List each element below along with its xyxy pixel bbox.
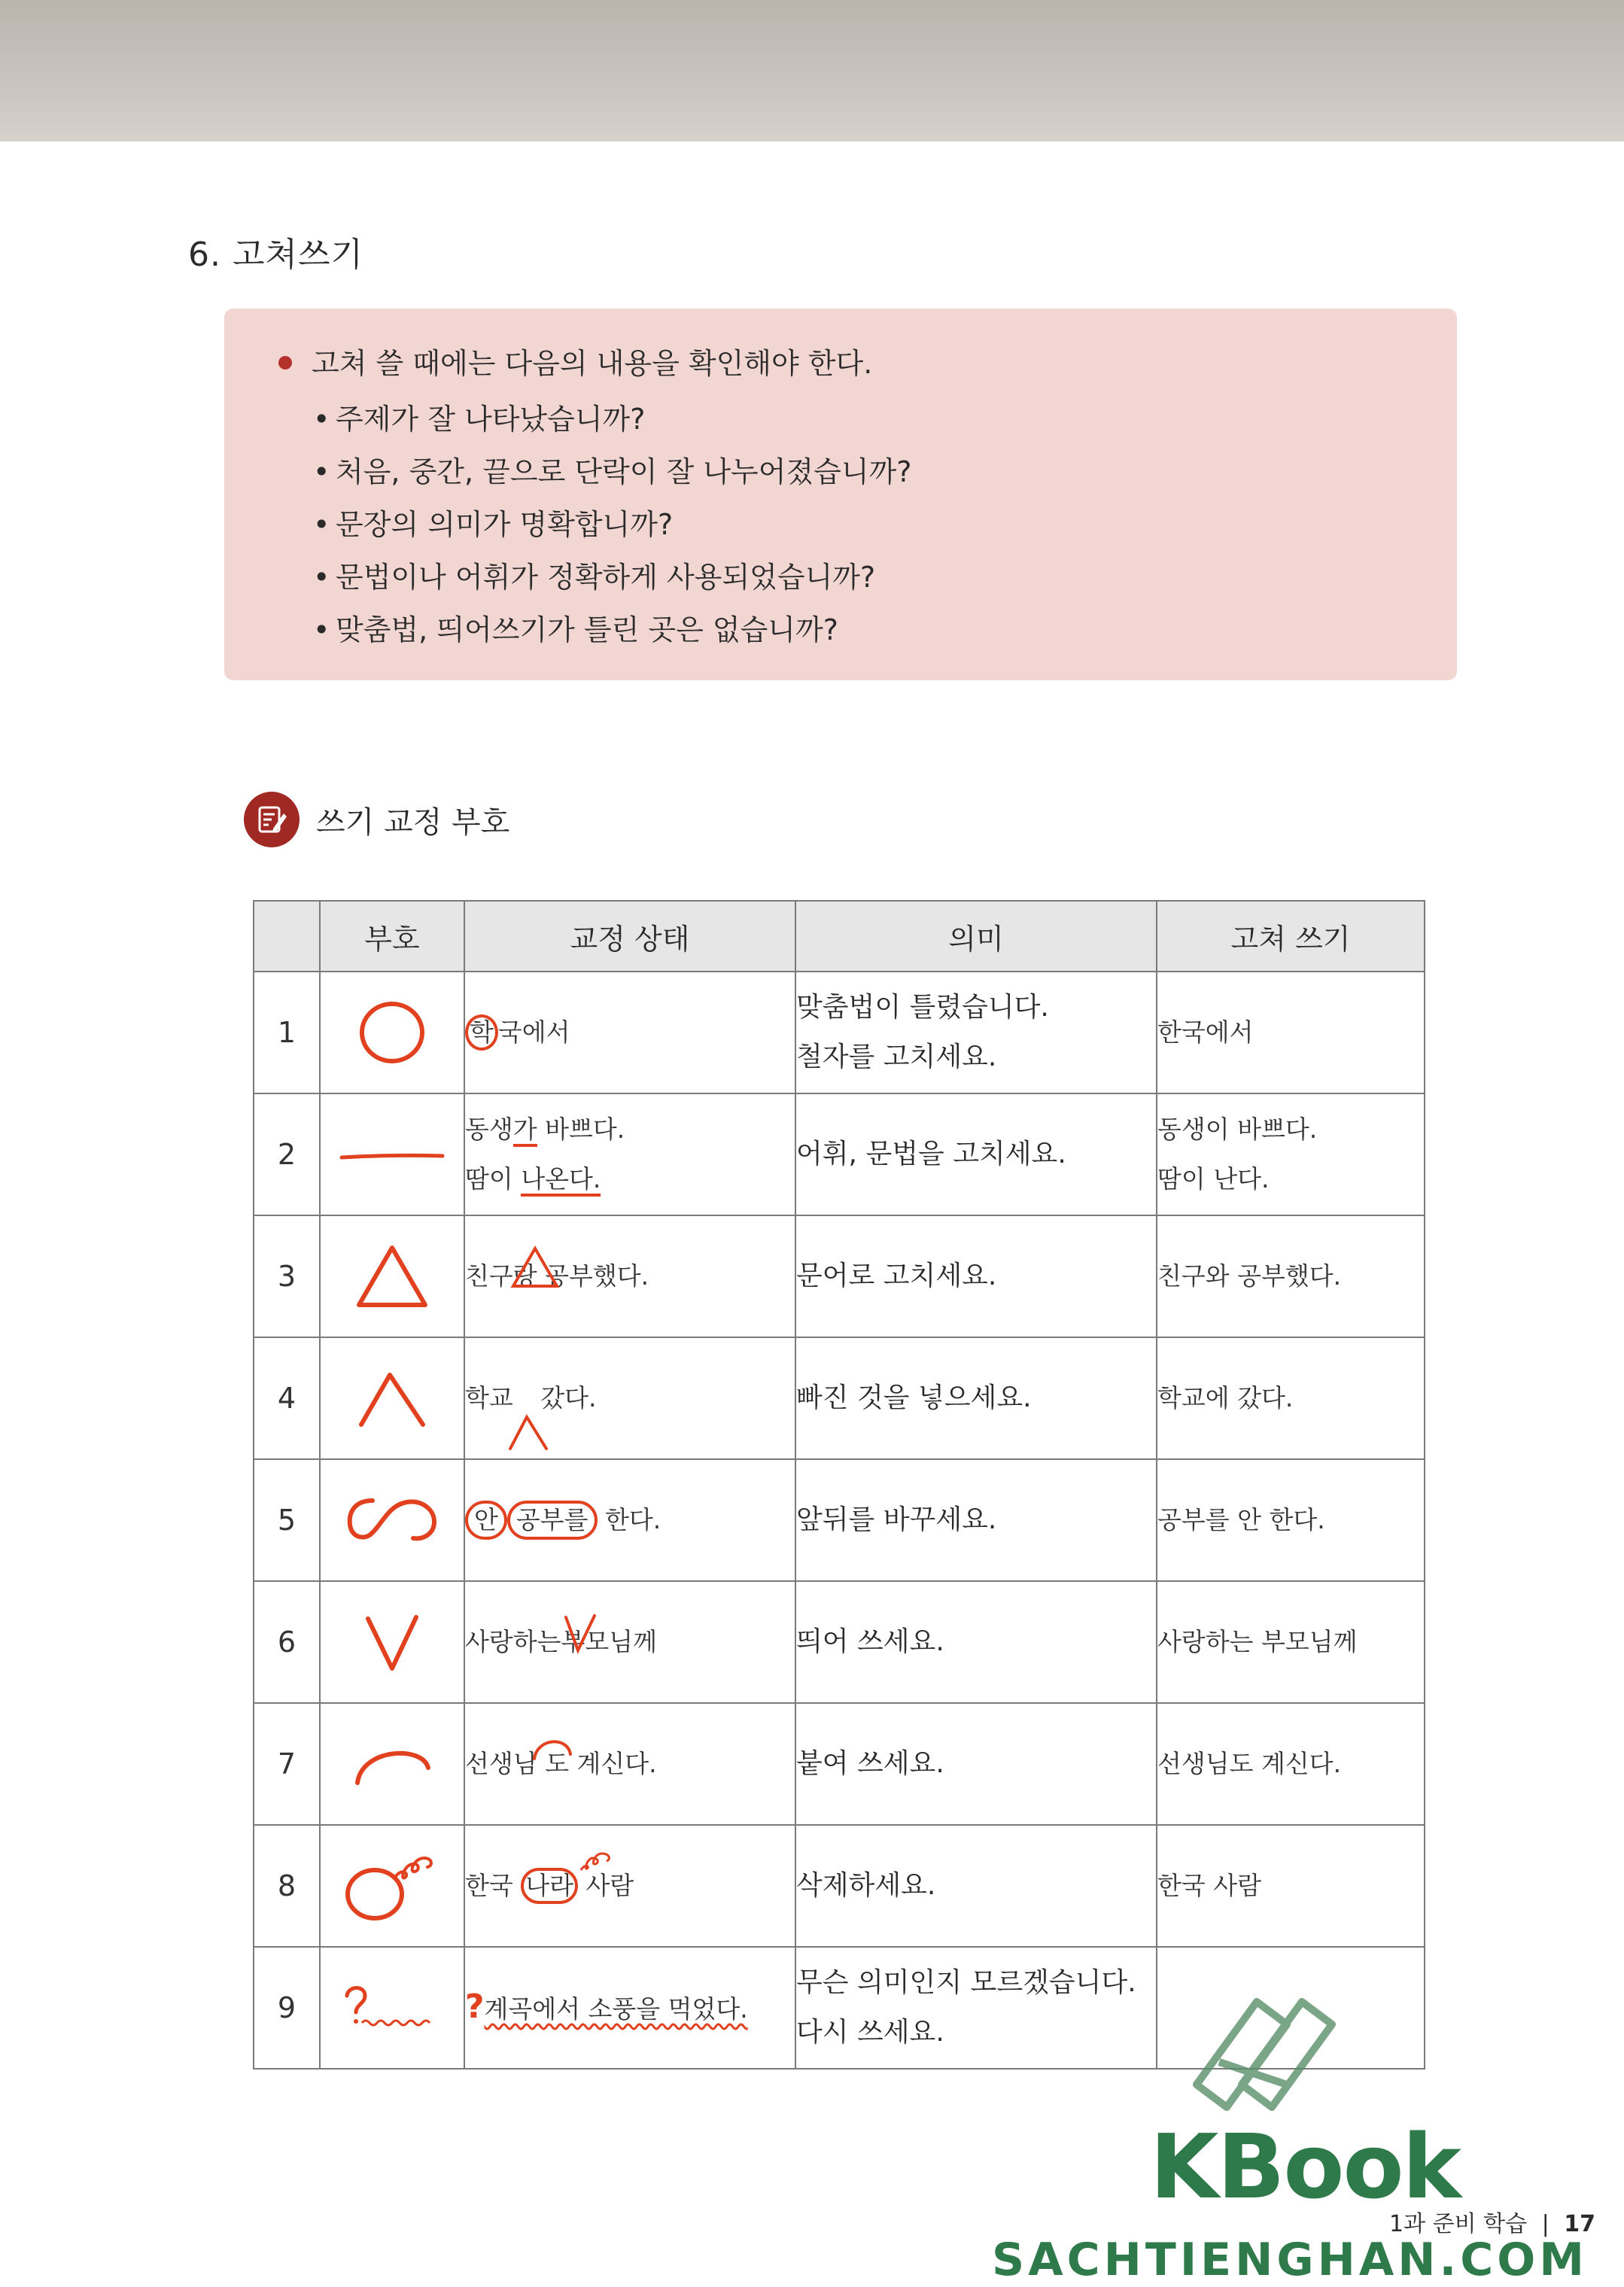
correction-example: 학 국에서	[464, 972, 795, 1093]
corrected-text: 친구와 공부했다.	[1157, 1215, 1425, 1337]
header-cell	[254, 901, 320, 972]
pencil-note-icon	[244, 792, 300, 847]
subsection-header	[244, 792, 509, 847]
header-cell: 부호	[320, 901, 464, 972]
top-texture-band	[0, 0, 1624, 141]
row-number: 1	[254, 972, 320, 1093]
table-row	[254, 972, 1425, 1093]
corrected-text: 선생님도 계신다.	[1157, 1703, 1425, 1825]
corrected-text: 사랑하는 부모님께	[1157, 1581, 1425, 1703]
row-number: 9	[254, 1947, 320, 2069]
corrected-text: 동생이 바쁘다. 땀이 난다.	[1157, 1093, 1425, 1215]
underline-mark-icon	[320, 1093, 464, 1215]
correction-example: 사랑하는부모님께	[464, 1581, 795, 1703]
table-row	[254, 1581, 1425, 1703]
space-mark-icon	[320, 1581, 464, 1703]
proofreading-marks-table	[253, 900, 1425, 2070]
row-number: 4	[254, 1337, 320, 1459]
meaning-text: 붙여 쓰세요.	[795, 1703, 1157, 1825]
corrected-text: 학교에 갔다.	[1157, 1337, 1425, 1459]
list-item: • 처음, 중간, 끝으로 단락이 잘 나누어졌습니까?	[313, 455, 912, 488]
watermark-site: SACHTIENGHAN.COM	[992, 2234, 1589, 2286]
table-header-row	[254, 901, 1425, 972]
correction-example: ?계곡에서 소풍을 먹었다.	[464, 1947, 795, 2069]
corrected-text: 한국에서	[1157, 972, 1425, 1093]
join-mark-icon	[320, 1703, 464, 1825]
row-number: 8	[254, 1825, 320, 1947]
correction-example: 안공부를 한다.	[464, 1459, 795, 1581]
table-row	[254, 1337, 1425, 1459]
meaning-text: 띄어 쓰세요.	[795, 1581, 1157, 1703]
row-number: 2	[254, 1093, 320, 1215]
corrected-text: 한국 사람	[1157, 1825, 1425, 1947]
correction-example: 한국 나라 사람	[464, 1825, 795, 1947]
meaning-text: 문어로 고치세요.	[795, 1215, 1157, 1337]
row-number: 6	[254, 1581, 320, 1703]
checklist-list	[313, 393, 911, 656]
header-cell: 고쳐 쓰기	[1157, 901, 1425, 972]
list-item: • 문법이나 어휘가 정확하게 사용되었습니까?	[313, 561, 876, 594]
table-row	[254, 1215, 1425, 1337]
checklist-heading: 고쳐 쓸 때에는 다음의 내용을 확인해야 한다.	[278, 340, 872, 382]
subsection-title: 쓰기 교정 부호	[316, 804, 510, 840]
delete-mark-icon	[320, 1825, 464, 1947]
correction-example: 선생님 도 계신다.	[464, 1703, 795, 1825]
meaning-text: 어휘, 문법을 고치세요.	[795, 1093, 1157, 1215]
corrected-text: 공부를 안 한다.	[1157, 1459, 1425, 1581]
meaning-text: 맞춤법이 틀렸습니다. 철자를 고치세요.	[795, 972, 1157, 1093]
correction-example: 동생가 바쁘다. 땀이 나온다.	[464, 1093, 795, 1215]
kbook-book-logo-icon	[1174, 1972, 1355, 2122]
header-cell: 의미	[795, 901, 1157, 972]
watermark-brand: KBook	[1150, 2115, 1460, 2219]
row-number: 5	[254, 1459, 320, 1581]
meaning-text: 무슨 의미인지 모르겠습니다. 다시 쓰세요.	[795, 1947, 1157, 2069]
bullet-dot-icon	[278, 356, 292, 370]
meaning-text: 삭제하세요.	[795, 1825, 1157, 1947]
section-title: 6. 고쳐쓰기	[188, 236, 363, 274]
correction-example: 학교 갔다.	[464, 1337, 795, 1459]
page-footer: 1과 준비 학습 | 17	[1389, 2211, 1596, 2237]
checklist-box	[224, 309, 1457, 680]
triangle-mark-icon	[320, 1215, 464, 1337]
table-row	[254, 1703, 1425, 1825]
list-item: • 맞춤법, 띄어쓰기가 틀린 곳은 없습니까?	[313, 613, 838, 646]
row-number: 3	[254, 1215, 320, 1337]
circle-mark-icon	[320, 972, 464, 1093]
meaning-text: 앞뒤를 바꾸세요.	[795, 1459, 1157, 1581]
caret-mark-icon	[320, 1337, 464, 1459]
table-row	[254, 1825, 1425, 1947]
page-number: 17	[1564, 2211, 1596, 2237]
table-row	[254, 1093, 1425, 1215]
unclear-mark-icon	[320, 1947, 464, 2069]
table-row	[254, 1459, 1425, 1581]
list-item: • 문장의 의미가 명확합니까?	[313, 508, 674, 541]
correction-example: 친구랑 공부했다.	[464, 1215, 795, 1337]
swap-mark-icon	[320, 1459, 464, 1581]
header-cell: 교정 상태	[464, 901, 795, 972]
list-item: • 주제가 잘 나타났습니까?	[313, 403, 646, 436]
row-number: 7	[254, 1703, 320, 1825]
meaning-text: 빠진 것을 넣으세요.	[795, 1337, 1157, 1459]
